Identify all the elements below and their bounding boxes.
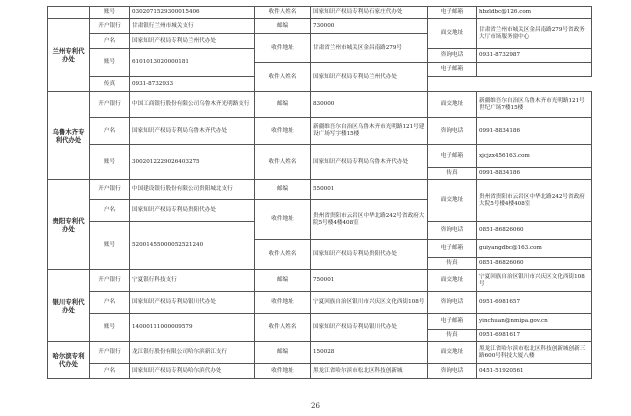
field-value: 中国工商银行股份有限公司乌鲁木齐光明路支行 (130, 92, 255, 118)
field-label: 收件地址 (255, 200, 311, 240)
field-value: 0951-6981617 (477, 330, 592, 342)
office-name: 兰州专利代办处 (48, 19, 90, 92)
field-label: 咨询电话 (428, 118, 477, 145)
field-value: 0951-6981657 (477, 292, 592, 314)
field-value: xjcjzx456163.com (477, 145, 592, 168)
field-label: 收件人姓名 (255, 145, 311, 180)
field-label: 电子邮箱 (428, 145, 477, 168)
field-value: 宁夏回族自治区银川市兴庆区文化西街108号 (477, 270, 592, 292)
table-row (48, 145, 592, 168)
field-label: 邮编 (255, 19, 311, 34)
field-label: 电子邮箱 (428, 63, 477, 77)
field-label: 邮编 (255, 342, 311, 364)
field-label: 账号 (90, 222, 130, 270)
field-value: 甘肃省兰州市城关区金昌南路279号省政务大厅市场服务窗中心 (477, 19, 592, 49)
field-label: 开户银行 (90, 270, 130, 292)
field-value: 黑龙江省哈尔滨市松北区科技创新城创新三路600号科技大厦八楼 (477, 342, 592, 364)
field-value: 国家知识产权局专利局贵阳代办处 (311, 240, 428, 270)
field-label: 电子邮箱 (428, 7, 477, 19)
field-label: 咨询电话 (428, 222, 477, 240)
field-value: 550001 (311, 180, 428, 200)
page-number: 26 (311, 402, 320, 410)
field-label: 开户银行 (90, 180, 130, 200)
field-label: 面交地址 (428, 92, 477, 118)
field-label: 邮编 (255, 92, 311, 118)
field-value: 0991-8834186 (477, 118, 592, 145)
field-label: 开户银行 (90, 19, 130, 34)
field-value: 14000111000009579 (130, 314, 255, 342)
table-row (48, 7, 592, 19)
agency-info-table (47, 6, 592, 379)
field-label: 收件地址 (255, 118, 311, 145)
field-label: 开户银行 (90, 342, 130, 364)
field-value: 新疆维吾尔自治区乌鲁木齐市光明路121号建设广场写字楼15楼 (311, 118, 428, 145)
table-row (48, 342, 592, 364)
field-label: 账号 (90, 145, 130, 180)
field-value: 贵州省贵阳市云岩区中华北路242号省政府大院5号楼4楼408室 (477, 180, 592, 222)
field-value: 国家知识产权局专利局兰州代办处 (130, 34, 255, 49)
field-label: 户名 (90, 292, 130, 314)
field-label: 收件地址 (255, 34, 311, 63)
field-label: 账号 (90, 49, 130, 77)
field-value: 0451-51920561 (477, 364, 592, 379)
field-label: 收件地址 (255, 292, 311, 314)
field-value: 0302071529300015406 (130, 7, 255, 19)
field-value: 国家知识产权局专利局贵阳代办处 (130, 200, 255, 222)
table-row (48, 118, 592, 145)
field-label: 账号 (90, 314, 130, 342)
field-label: 传真 (90, 77, 130, 92)
field-value (477, 63, 592, 77)
field-label: 咨询电话 (428, 364, 477, 379)
field-value: 宁夏银行科技支行 (130, 270, 255, 292)
field-value: 0991-8834186 (477, 168, 592, 180)
field-value: 中国建设银行股份有限公司贵阳城北支行 (130, 180, 255, 200)
office-name (48, 7, 90, 19)
field-value: 龙江银行股份有限公司哈尔滨新江支行 (130, 342, 255, 364)
field-value: 新疆维吾尔自治区乌鲁木齐市光明路121号世纪广场7楼15楼 (477, 92, 592, 118)
field-value: 国家知识产权局专利局银川代办处 (311, 314, 428, 342)
field-label: 邮编 (255, 180, 311, 200)
field-value: 0851-86826060 (477, 222, 592, 240)
table-row (48, 270, 592, 292)
field-value: 国家知识产权局专利局银川代办处 (130, 292, 255, 314)
field-value: 750001 (311, 270, 428, 292)
field-label: 电子邮箱 (428, 240, 477, 258)
field-label: 收件人姓名 (255, 240, 311, 270)
field-value: 甘肃银行兰州市城关支行 (130, 19, 255, 34)
field-value: 730000 (311, 19, 428, 34)
field-value: 0931-8732933 (130, 77, 255, 92)
field-value: 6101013020000181 (130, 49, 255, 77)
field-value: 宁夏回族自治区银川市兴庆区文化西街108号 (311, 292, 428, 314)
table-row (48, 92, 592, 118)
office-name: 银川专利代办处 (48, 270, 90, 342)
field-label: 户名 (90, 118, 130, 145)
field-label: 收件人姓名 (255, 314, 311, 342)
field-label: 传真 (428, 168, 477, 180)
field-value: 国家知识产权局专利局哈尔滨代办处 (130, 364, 255, 379)
field-value: 国家知识产权局专利局乌鲁木齐代办处 (130, 118, 255, 145)
field-value: 国家知识产权局专利局乌鲁木齐代办处 (311, 145, 428, 180)
field-value: 国家知识产权局专利局石家庄代办处 (311, 7, 428, 19)
table-row (48, 180, 592, 200)
table-row (48, 292, 592, 314)
office-name: 乌鲁木齐专利代办处 (48, 92, 90, 180)
field-value: 830000 (311, 92, 428, 118)
field-label: 户名 (90, 34, 130, 49)
field-label: 收件地址 (255, 364, 311, 379)
field-label: 收件人姓名 (255, 7, 311, 19)
table-row (48, 314, 592, 330)
field-label: 账号 (90, 7, 130, 19)
table-row (48, 19, 592, 34)
field-value: 3002012229026403275 (130, 145, 255, 180)
field-value: 黑龙江省哈尔滨市松北区科技创新城 (311, 364, 428, 379)
field-value: hbzldbc@126.com (477, 7, 592, 19)
field-label: 传真 (428, 330, 477, 342)
field-value: 150028 (311, 342, 428, 364)
field-label: 面交地址 (428, 180, 477, 222)
office-name: 哈尔滨专利代办处 (48, 342, 90, 379)
field-label: 邮编 (255, 270, 311, 292)
field-label: 面交地址 (428, 342, 477, 364)
field-label: 户名 (90, 200, 130, 222)
field-value: 52001455000052521240 (130, 222, 255, 270)
field-value: yinchuan@nmipa.gov.cn (477, 314, 592, 330)
field-label: 收件人姓名 (255, 63, 311, 92)
field-label: 开户银行 (90, 92, 130, 118)
field-label: 电子邮箱 (428, 314, 477, 330)
office-name: 贵阳专利代办处 (48, 180, 90, 270)
field-value: guiyangdbc@163.com (477, 240, 592, 258)
field-value: 贵州省贵阳市云岩区中华北路242号省政府大院5号楼4楼408室 (311, 200, 428, 240)
table-row (48, 364, 592, 379)
field-value: 0851-86826060 (477, 258, 592, 270)
field-label: 传真 (428, 258, 477, 270)
field-value: 0931-8732987 (477, 49, 592, 63)
field-label: 咨询电话 (428, 292, 477, 314)
field-value: 甘肃省兰州市城关区金昌南路279号 (311, 34, 428, 63)
field-label: 面交地址 (428, 270, 477, 292)
field-label: 咨询电话 (428, 49, 477, 63)
field-value: 国家知识产权局专利局兰州代办处 (311, 63, 428, 92)
field-label: 面交地址 (428, 19, 477, 49)
field-label: 户名 (90, 364, 130, 379)
